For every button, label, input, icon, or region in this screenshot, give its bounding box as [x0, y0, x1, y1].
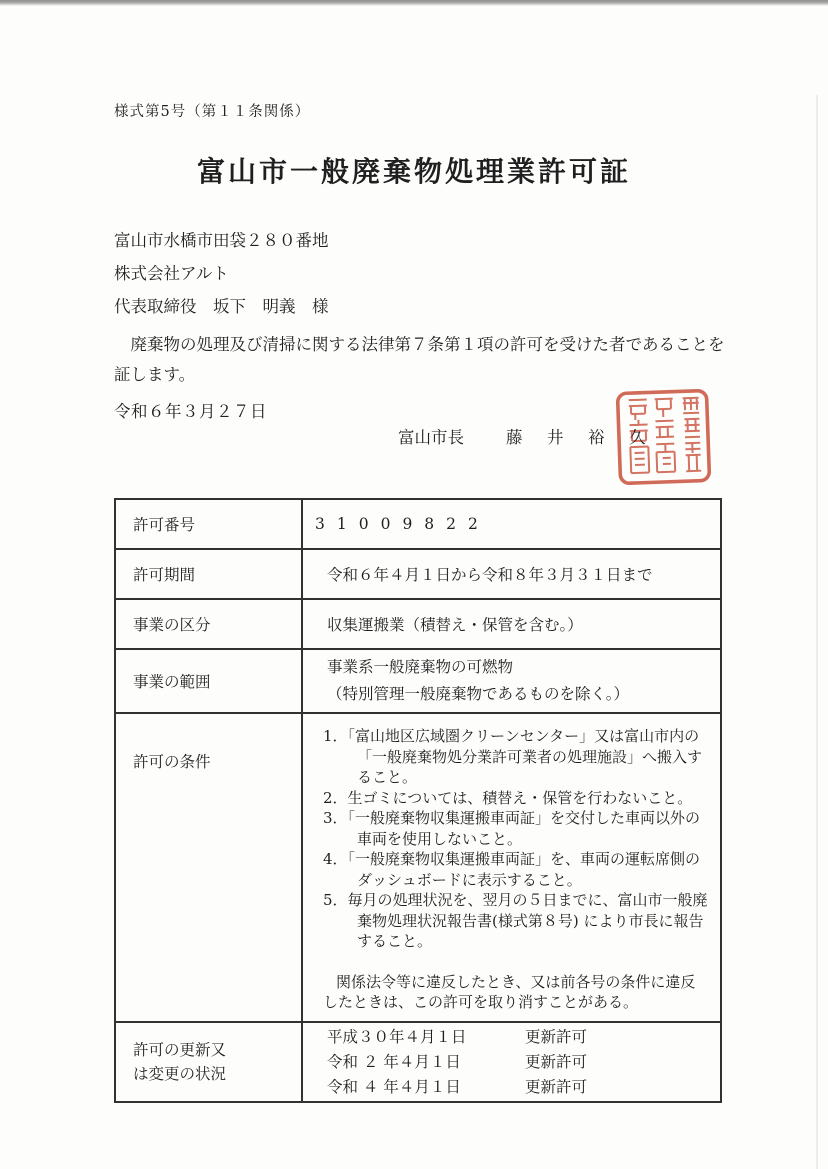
- history-entry: [327, 1050, 710, 1075]
- scope-line-2: （特別管理一般廃棄物であるものを除く。）: [327, 685, 629, 703]
- row-label: 事業の区分: [115, 599, 302, 649]
- condition-item: 1．「富山地区広域圏クリーンセンター」又は富山市内の「一般廃棄物処分業許可業者の処理施設」へ搬入すること。: [323, 727, 703, 786]
- issuer-name: 藤 井 裕 久: [506, 428, 650, 447]
- table-row-business-category: [115, 599, 721, 649]
- business-scope-value: [302, 649, 721, 713]
- table-row-permit-period: [115, 549, 721, 599]
- scope-line-1: 事業系一般廃棄物の可燃物: [327, 658, 514, 676]
- scan-edge-right: [816, 95, 818, 1169]
- history-date: 令和 ４ 年４月１日: [327, 1078, 461, 1096]
- history-action: 更新許可: [525, 1028, 588, 1046]
- recipient-representative: 代表取締役 坂下 明義 様: [114, 297, 329, 316]
- recipient-company: 株式会社アルト: [114, 264, 229, 283]
- row-label: 事業の範囲: [115, 649, 302, 713]
- condition-item: 3．「一般廃棄物収集運搬車両証」を交付した車両以外の車両を使用しないこと。: [323, 809, 701, 848]
- row-label: [115, 1022, 302, 1102]
- permit-number-value: 31009822: [302, 499, 721, 549]
- renewal-history-value: [302, 1022, 721, 1102]
- certification-statement: 廃棄物の処理及び清掃に関する法律第７条第１項の許可を受けた者であることを証します。: [114, 335, 725, 384]
- history-entry: [327, 1025, 710, 1050]
- table-row-renewal-history: [115, 1022, 721, 1102]
- history-action: 更新許可: [525, 1053, 588, 1071]
- form-number-label: 様式第5号（第１１条関係）: [114, 104, 311, 120]
- permit-details-table: [114, 498, 722, 1103]
- condition-item: 2．生ゴミについては、積替え・保管を行わないこと。: [323, 788, 693, 807]
- row-label: 許可の条件: [115, 713, 302, 1022]
- row-label: 許可番号: [115, 499, 302, 549]
- recipient-address: 富山市水橋市田袋２８０番地: [114, 231, 329, 250]
- history-date: 令和 ２ 年４月１日: [327, 1053, 461, 1071]
- permit-conditions-value: [302, 713, 721, 1022]
- table-row-permit-conditions: [115, 713, 721, 1022]
- history-entry: [327, 1075, 710, 1100]
- row-label: 許可期間: [115, 549, 302, 599]
- table-row-business-scope: [115, 649, 721, 713]
- condition-item: 5．毎月の処理状況を、翌月の５日までに、富山市一般廃棄物処理状況報告書(様式第８号) により市長に報告すること。: [323, 891, 708, 950]
- document-title: 富山市一般廃棄物処理業許可証: [196, 155, 631, 188]
- row-label-line-2: は変更の状況: [133, 1064, 227, 1083]
- row-label-line-1: 許可の更新又: [133, 1040, 227, 1059]
- issuer-title: 富山市長: [398, 428, 464, 447]
- issue-date: 令和６年３月２７日: [114, 402, 267, 421]
- recipient-block: [114, 224, 329, 323]
- issuer-line: [398, 424, 650, 448]
- permit-period-value: 令和６年４月１日から令和８年３月３１日まで: [302, 549, 721, 599]
- history-date: 平成３０年４月１日: [327, 1028, 467, 1046]
- conditions-revocation-note: 関係法令等に違反したとき、又は前各号の条件に違反したときは、この許可を取り消すことがある。: [323, 972, 696, 1011]
- scan-edge-top: [0, 0, 828, 6]
- table-row-permit-number: [115, 499, 721, 549]
- condition-item: 4．「一般廃棄物収集運搬車両証」を、車両の運転席側のダッシュボードに表示すること。: [323, 850, 701, 889]
- business-category-value: 収集運搬業（積替え・保管を含む。）: [302, 599, 721, 649]
- history-action: 更新許可: [525, 1078, 588, 1096]
